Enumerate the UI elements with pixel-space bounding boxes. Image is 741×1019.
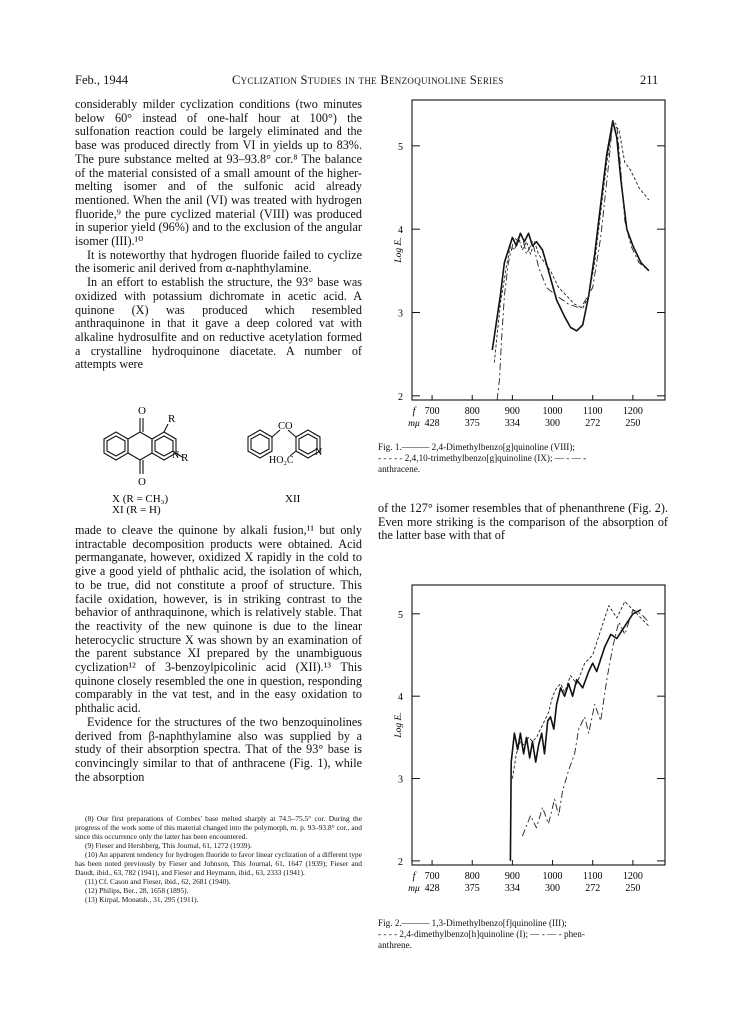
- label-R-N: R: [181, 452, 189, 464]
- y-tick-label: 5: [398, 141, 403, 153]
- running-title: Cyclization Studies in the Benzoquinoline Series: [232, 73, 504, 87]
- paragraph: It is noteworthy that hydrogen fluoride failed to cyclize the isomeric anil derived from α-naphthylamine.: [75, 247, 362, 276]
- y-tick-label: 3: [398, 308, 403, 320]
- footnote: (10) An apparent tendency for hydrogen fluoride to favor linear cyclization of a different type has been noted previously by Fieser and Johnson, This Journal, 61, 1647 (1939); Fieser and Daudt, ibid., 63, 782 (1941), and Fieser and Heymann, ibid., 63, 2333 (1941).: [75, 850, 362, 877]
- y-axis-label: Log E.: [394, 237, 404, 263]
- x-tick-label-mu: 250: [625, 883, 641, 894]
- x-tick-label-f: 1000: [542, 406, 563, 417]
- y-tick-label: 4: [398, 692, 403, 704]
- x-tick-label-f: 1100: [582, 406, 603, 417]
- x-tick-label-f: 1200: [622, 871, 643, 882]
- y-tick-label: 5: [398, 609, 403, 621]
- ring-quinone: [128, 432, 152, 460]
- label-N-XII: N: [315, 447, 323, 458]
- x-tick-label-f: 700: [424, 406, 440, 417]
- figure-1-caption: [378, 442, 678, 475]
- y-tick-label: 2: [398, 391, 403, 403]
- x-axis-label-f: f: [412, 406, 416, 417]
- x-tick-label-mu: 375: [464, 418, 480, 429]
- y-tick-label: 3: [398, 774, 403, 786]
- footnote: (9) Fieser and Hershberg, This Journal, 61, 1272 (1939).: [85, 841, 252, 850]
- x-tick-label-mu: 334: [504, 418, 520, 429]
- caption-line: - - - - 2,4-dimethylbenzo[h]quinoline (I); — - — - phen-: [378, 929, 585, 939]
- label-O-bottom: O: [138, 476, 146, 488]
- ring-inner: [107, 436, 125, 456]
- x-axis-label-mu: mμ: [408, 419, 420, 429]
- x-tick-label-f: 800: [464, 871, 480, 882]
- x-tick-label-mu: 428: [424, 418, 440, 429]
- caption-line: anthracene.: [378, 464, 421, 474]
- label-CO: CO: [278, 421, 293, 432]
- plot-frame: [412, 100, 665, 400]
- footnote: (12) Philips, Ber., 28, 1658 (1895).: [85, 886, 189, 895]
- footnote: (8) Our first preparations of Combes' base melted sharply at 74.5–75.5° cor. During the progress of the work some of this material changed into the polymorph, m. p. 93–93.8° cor., and since this occurrence only the latter has been encountered.: [75, 814, 362, 841]
- ring-pyridine-inner: [155, 436, 173, 456]
- label-R-top: R: [168, 413, 176, 425]
- x-tick-label-mu: 428: [424, 883, 440, 894]
- x-tick-label-f: 1100: [582, 871, 603, 882]
- paragraph: Evidence for the structures of the two benzoquinolines derived from β-naphthylamine also was supplied by a study of their absorption spectra. That of the 93° base is convincingly similar to that of anthracene (Fig. 1), while the absorption: [75, 714, 362, 784]
- y-tick-label: 4: [398, 225, 403, 237]
- right-column-text: [378, 502, 668, 543]
- left-column-upper: [75, 98, 362, 372]
- paragraph: of the 127° isomer resembles that of phenanthrene (Fig. 2). Even more striking is the comparison of the absorption of the latter base with that of: [378, 501, 668, 543]
- figure-1: [380, 95, 670, 440]
- figure-2-caption: [378, 918, 678, 951]
- x-axis-label-mu: mμ: [408, 884, 420, 894]
- x-tick-label-mu: 300: [545, 418, 561, 429]
- ring-phenyl-inner: [251, 434, 269, 454]
- x-tick-label-f: 700: [424, 871, 440, 882]
- y-tick-label: 2: [398, 856, 403, 868]
- paragraph: considerably milder cyclization conditions (two minutes below 60° instead of one-half hour at 100°) the sulfonation reaction could be largely eliminated and the base was produced directly from VI in yields up to 83%. The pure substance melted at 93–93.8° cor.⁸ The balance of the material consisted of a small amount of the higher-melting isomer and of the sulfonic acid already mentioned. When the anil (VI) was treated with hydrogen fluoride,⁹ the pure cyclized material (VIII) was produced in superior yield (96%) and to the exclusion of the angular isomer (III).¹⁰: [75, 97, 362, 249]
- x-tick-label-mu: 250: [625, 418, 641, 429]
- series-line-3: [497, 121, 649, 400]
- x-tick-label-mu: 300: [545, 883, 561, 894]
- x-tick-label-f: 800: [464, 406, 480, 417]
- caption-line: Fig. 2.——— 1,3-Dimethylbenzo[f]quinoline (III);: [378, 918, 567, 928]
- chemical-structures: [88, 400, 358, 520]
- x-tick-label-f: 1000: [542, 871, 563, 882]
- x-tick-label-mu: 272: [585, 418, 601, 429]
- label-N: N: [172, 450, 180, 461]
- paragraph: made to cleave the quinone by alkali fusion,¹¹ but only intractable decomposition products were obtained. Acid permanganate, however, oxidized X rapidly in the cold to give a good yield of phthalic acid, the isolation of which, to be true, did not constitute a proof of structure. This facile oxidation, however, is in striking contrast to the behavior of anthraquinone, which is relatively stable. That the reactivity of the new quinone is due to the linear heterocyclic structure X was shown by an examination of the parent substance XI prepared by the unambiguous cyclization¹² of 3-benzoylpicolinic acid (XII).¹³ This quinone closely resembled the one in question, responding comparably in the vat test, and in the easy oxidation to phthalic acid.: [75, 523, 362, 716]
- x-tick-label-f: 900: [504, 406, 520, 417]
- x-tick-label-f: 900: [504, 871, 520, 882]
- running-date: Feb., 1944: [75, 73, 129, 87]
- label-HO2C: HO₂C: [269, 455, 294, 466]
- figure-2: [380, 580, 670, 905]
- page-number: 211: [640, 73, 659, 87]
- label-X: X (R = CH₃): [112, 493, 169, 505]
- series-line-2: [512, 602, 649, 779]
- label-XI: XI (R = H): [112, 504, 161, 516]
- left-column-lower: [75, 524, 362, 784]
- series-line-1: [510, 610, 641, 861]
- caption-line: Fig. 1.——— 2,4-Dimethylbenzo[g]quinoline (VIII);: [378, 442, 575, 452]
- paragraph: In an effort to establish the structure, the 93° base was oxidized with potassium dichromate in acetic acid. A quinone (X) was produced which resembled anthraquinone in that it gave a deep colored vat with alkaline hydrosulfite and on reductive acetylation formed a crystalline hydroquinone diacetate. A number of attempts were: [75, 275, 362, 372]
- caption-line: anthrene.: [378, 940, 412, 950]
- x-tick-label-mu: 375: [464, 883, 480, 894]
- caption-line: - - - - - 2,4,10-trimethylbenzo[g]quinoline (IX); — - — -: [378, 453, 587, 463]
- series-line-1: [492, 121, 649, 350]
- footnote: (11) Cf. Cason and Fieser, ibid., 62, 2681 (1940).: [85, 877, 231, 886]
- y-axis-label: Log E.: [394, 712, 404, 738]
- label-O-top: O: [138, 405, 146, 417]
- x-tick-label-mu: 334: [504, 883, 520, 894]
- x-axis-label-f: f: [412, 871, 416, 882]
- footnote: (13) Kirpal, Monatsh., 31, 295 (1911).: [85, 895, 199, 904]
- footnotes: [75, 814, 362, 904]
- x-tick-label-f: 1200: [622, 406, 643, 417]
- x-tick-label-mu: 272: [585, 883, 601, 894]
- label-XII: XII: [285, 493, 301, 505]
- series-line-3: [522, 610, 649, 837]
